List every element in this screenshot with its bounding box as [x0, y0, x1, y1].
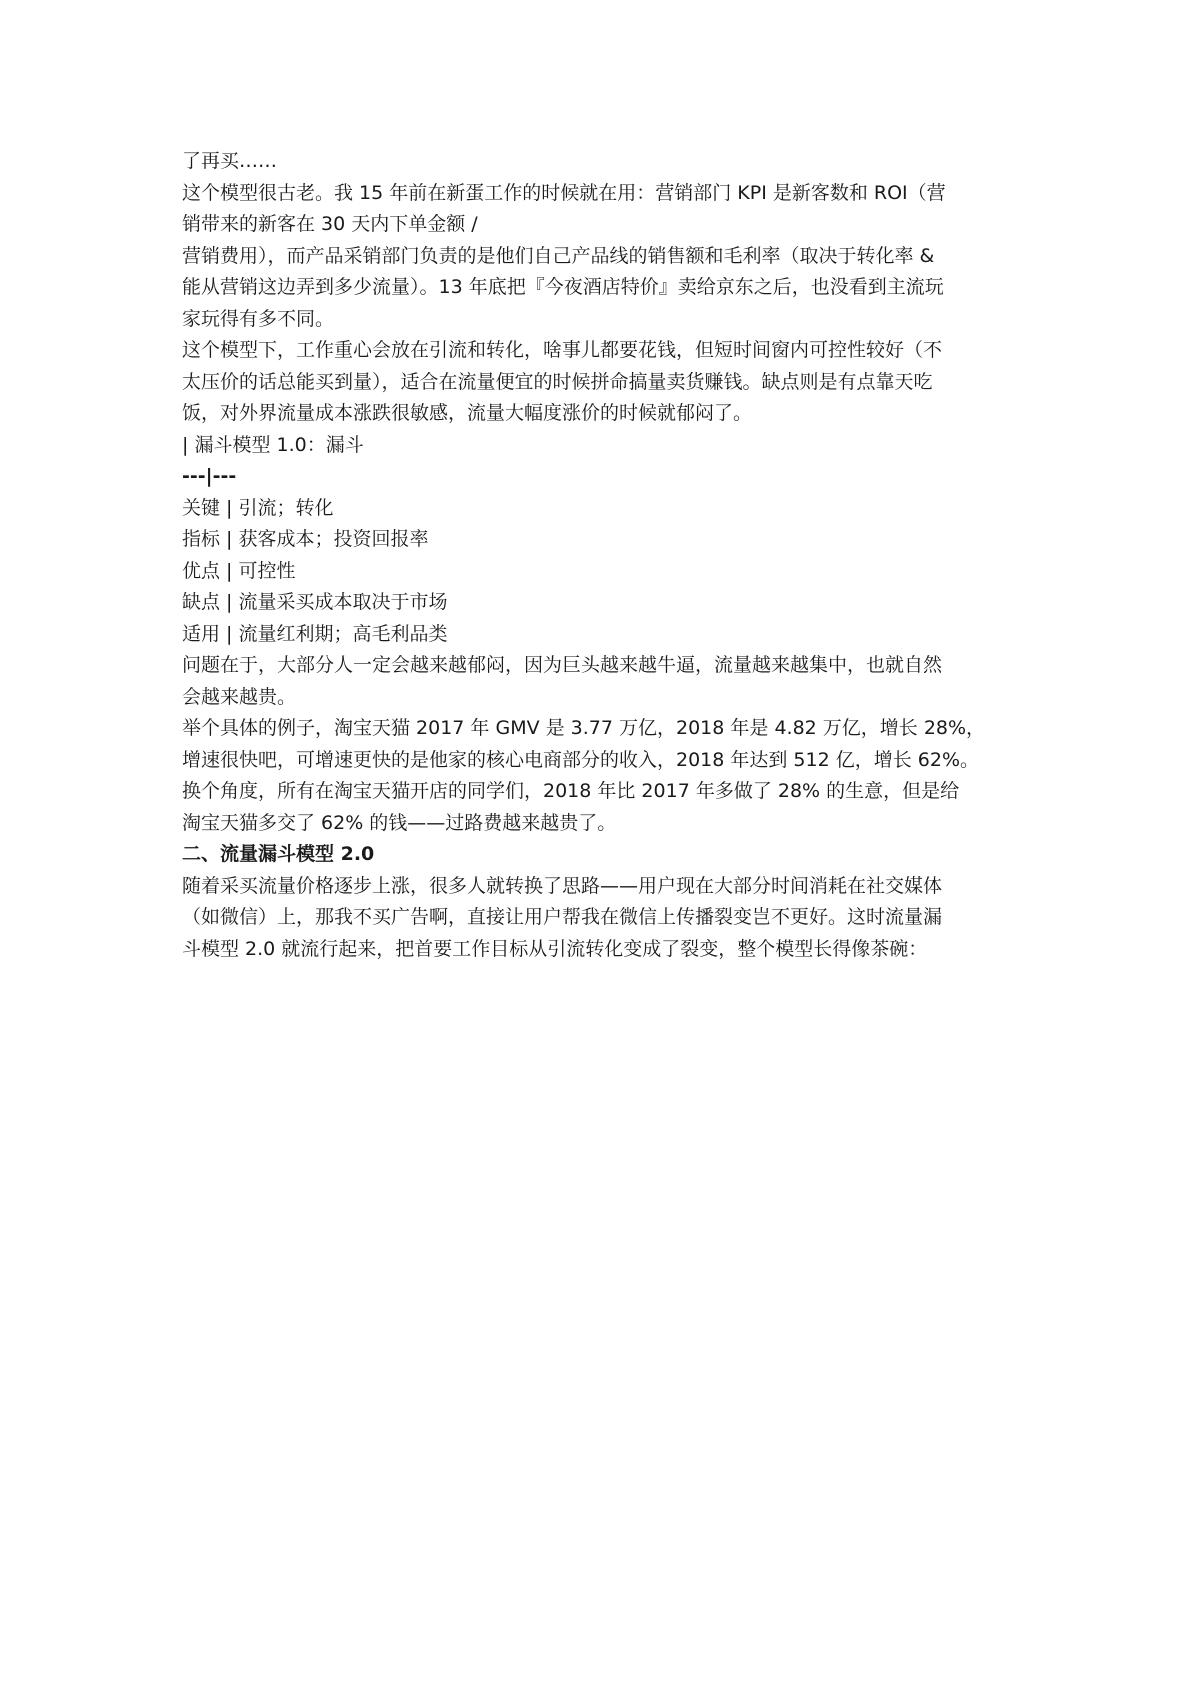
- text-line: 太压价的话总能买到量），适合在流量便宜的时候拼命搞量卖货赚钱。缺点则是有点靠天吃: [182, 370, 933, 393]
- text-line: 这个模型很古老。我 15 年前在新蛋工作的时候就在用：营销部门 KPI 是新客数和 ROI（营: [182, 181, 946, 204]
- table-row: 优点 | 可控性: [182, 559, 296, 582]
- text-line: 销带来的新客在 30 天内下单金额 /: [182, 213, 478, 235]
- table-row: 适用 | 流量红利期；高毛利品类: [182, 622, 448, 645]
- text-line: 会越来越贵。: [182, 685, 297, 708]
- text-line: 换个角度，所有在淘宝天猫开店的同学们，2018 年比 2017 年多做了 28% 的生意，但是给: [182, 780, 960, 802]
- document-body: [182, 146, 1028, 965]
- text-line: 了再买……: [182, 150, 278, 172]
- text-line: 随着采买流量价格逐步上涨，很多人就转换了思路——用户现在大部分时间消耗在社交媒体: [182, 874, 943, 897]
- text-line: 斗模型 2.0 就流行起来，把首要工作目标从引流转化变成了裂变，整个模型长得像茶碗：: [182, 937, 928, 960]
- text-line: （如微信）上，那我不买广告啊，直接让用户帮我在微信上传播裂变岂不更好。这时流量漏: [182, 906, 943, 928]
- text-line: 这个模型下，工作重心会放在引流和转化，啥事儿都要花钱，但短时间窗内可控性较好（不: [182, 339, 943, 361]
- text-line: 举个具体的例子，淘宝天猫 2017 年 GMV 是 3.77 万亿，2018 年是 4.82 万亿，增长 28%，: [182, 717, 986, 739]
- text-line: 家玩得有多不同。: [182, 307, 335, 330]
- table-row: 关键 | 引流；转化: [182, 496, 334, 519]
- text-line: 饭，对外界流量成本涨跌很敏感，流量大幅度涨价的时候就郁闷了。: [182, 402, 753, 424]
- text-line: 增速很快吧，可增速更快的是他家的核心电商部分的收入，2018 年达到 512 亿，增长 62%。: [182, 748, 980, 771]
- text-line: 能从营销这边弄到多少流量）。13 年底把『今夜酒店特价』卖给京东之后，也没看到主流玩: [182, 276, 944, 298]
- table-row: 缺点 | 流量采买成本取决于市场: [182, 591, 448, 613]
- table-header-row: | 漏斗模型 1.0：漏斗: [182, 433, 364, 456]
- text-line: 问题在于，大部分人一定会越来越郁闷，因为巨头越来越牛逼，流量越来越集中，也就自然: [182, 654, 943, 676]
- table-row: 指标 | 获客成本；投资回报率: [182, 528, 429, 550]
- text-line: 淘宝天猫多交了 62% 的钱——过路费越来越贵了。: [182, 811, 617, 834]
- section-heading: 二、流量漏斗模型 2.0: [182, 843, 375, 865]
- table-separator-row: ---|---: [182, 465, 237, 487]
- text-line: 营销费用），而产品采销部门负责的是他们自己产品线的销售额和毛利率（取决于转化率 &: [182, 244, 935, 267]
